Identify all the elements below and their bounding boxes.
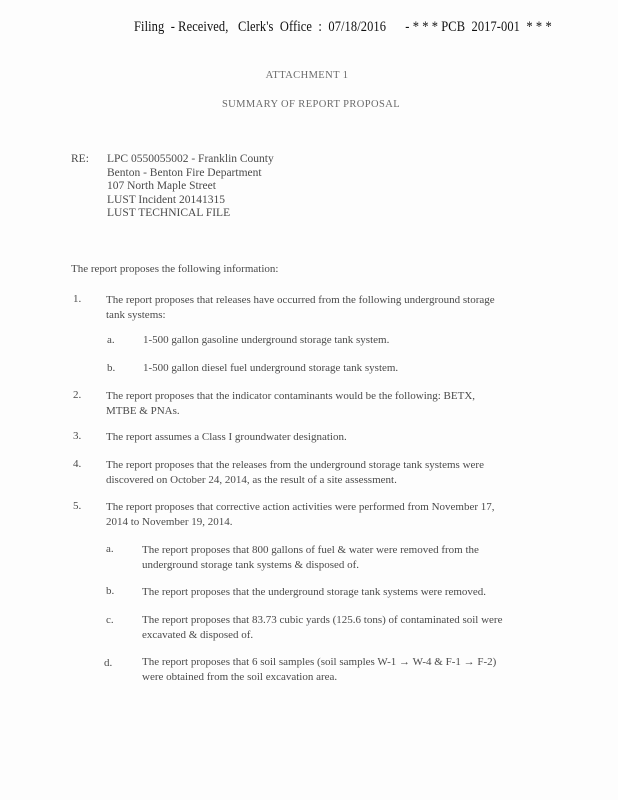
re-line: Benton - Benton Fire Department (107, 166, 262, 179)
sub-text (142, 585, 486, 600)
item-number: 2. (73, 389, 82, 401)
re-line: LUST Incident 20141315 (107, 193, 225, 206)
item-line: The report proposes that the releases from the underground storage tank systems were (106, 459, 484, 471)
item-line: The report proposes that releases have occurred from the following underground storage (106, 294, 495, 306)
sub-text: 1-500 gallon gasoline underground storage tank system. (143, 334, 390, 346)
item-number: 3. (73, 430, 82, 442)
item-line: tank systems: (106, 309, 166, 321)
item-line: 2014 to November 19, 2014. (106, 516, 233, 528)
sub-line: excavated & disposed of. (142, 629, 254, 641)
item-text (106, 458, 484, 488)
attachment-title: ATTACHMENT 1 (265, 70, 349, 81)
item-text (106, 500, 495, 530)
item-line: MTBE & PNAs. (106, 405, 180, 417)
item-text (106, 293, 495, 323)
item-line: The report proposes that corrective action activities were performed from November 17, (106, 501, 495, 513)
sub-line: The report proposes that 83.73 cubic yards (125.6 tons) of contaminated soil were (142, 614, 503, 626)
sub-text (142, 543, 479, 573)
item-line: discovered on October 24, 2014, as the result of a site assessment. (106, 474, 397, 486)
sub-text (142, 613, 502, 643)
sub-line: were obtained from the soil excavation area. (142, 671, 338, 683)
intro-text: The report proposes the following information: (71, 263, 279, 275)
filing-stamp: Filing - Received, Clerk's Office : 07/18/2016 - * * * PCB 2017-001 * * * (134, 19, 552, 35)
item-text (106, 389, 475, 419)
item-text (106, 430, 347, 445)
sub-letter: b. (107, 362, 116, 374)
sub-letter: d. (104, 657, 113, 669)
sub-letter: a. (107, 334, 115, 346)
item-line: The report assumes a Class I groundwater designation. (106, 431, 347, 443)
re-label: RE: (71, 153, 89, 165)
sub-letter: b. (106, 585, 115, 597)
item-line: The report proposes that the indicator contaminants would be the following: BETX, (106, 390, 476, 402)
sub-line: The report proposes that 6 soil samples (soil samples W-1 → W-4 & F-1 → F-2) (142, 656, 497, 668)
sub-text (142, 655, 496, 685)
item-number: 4. (73, 458, 82, 470)
sub-line: The report proposes that 800 gallons of fuel & water were removed from the (142, 544, 479, 556)
sub-line: underground storage tank systems & disposed of. (142, 559, 360, 571)
item-number: 1. (73, 293, 82, 305)
sub-line: The report proposes that the underground storage tank systems were removed. (142, 586, 487, 598)
re-block (107, 153, 274, 221)
re-line: LUST TECHNICAL FILE (107, 207, 231, 220)
re-line: LPC 0550055002 - Franklin County (107, 153, 274, 165)
re-line: 107 North Maple Street (107, 180, 216, 193)
sub-letter: a. (106, 543, 114, 555)
sub-text: 1-500 gallon diesel fuel underground storage tank system. (143, 362, 399, 374)
item-number: 5. (73, 500, 82, 512)
sub-letter: c. (106, 614, 114, 626)
summary-title: SUMMARY OF REPORT PROPOSAL (221, 99, 401, 110)
